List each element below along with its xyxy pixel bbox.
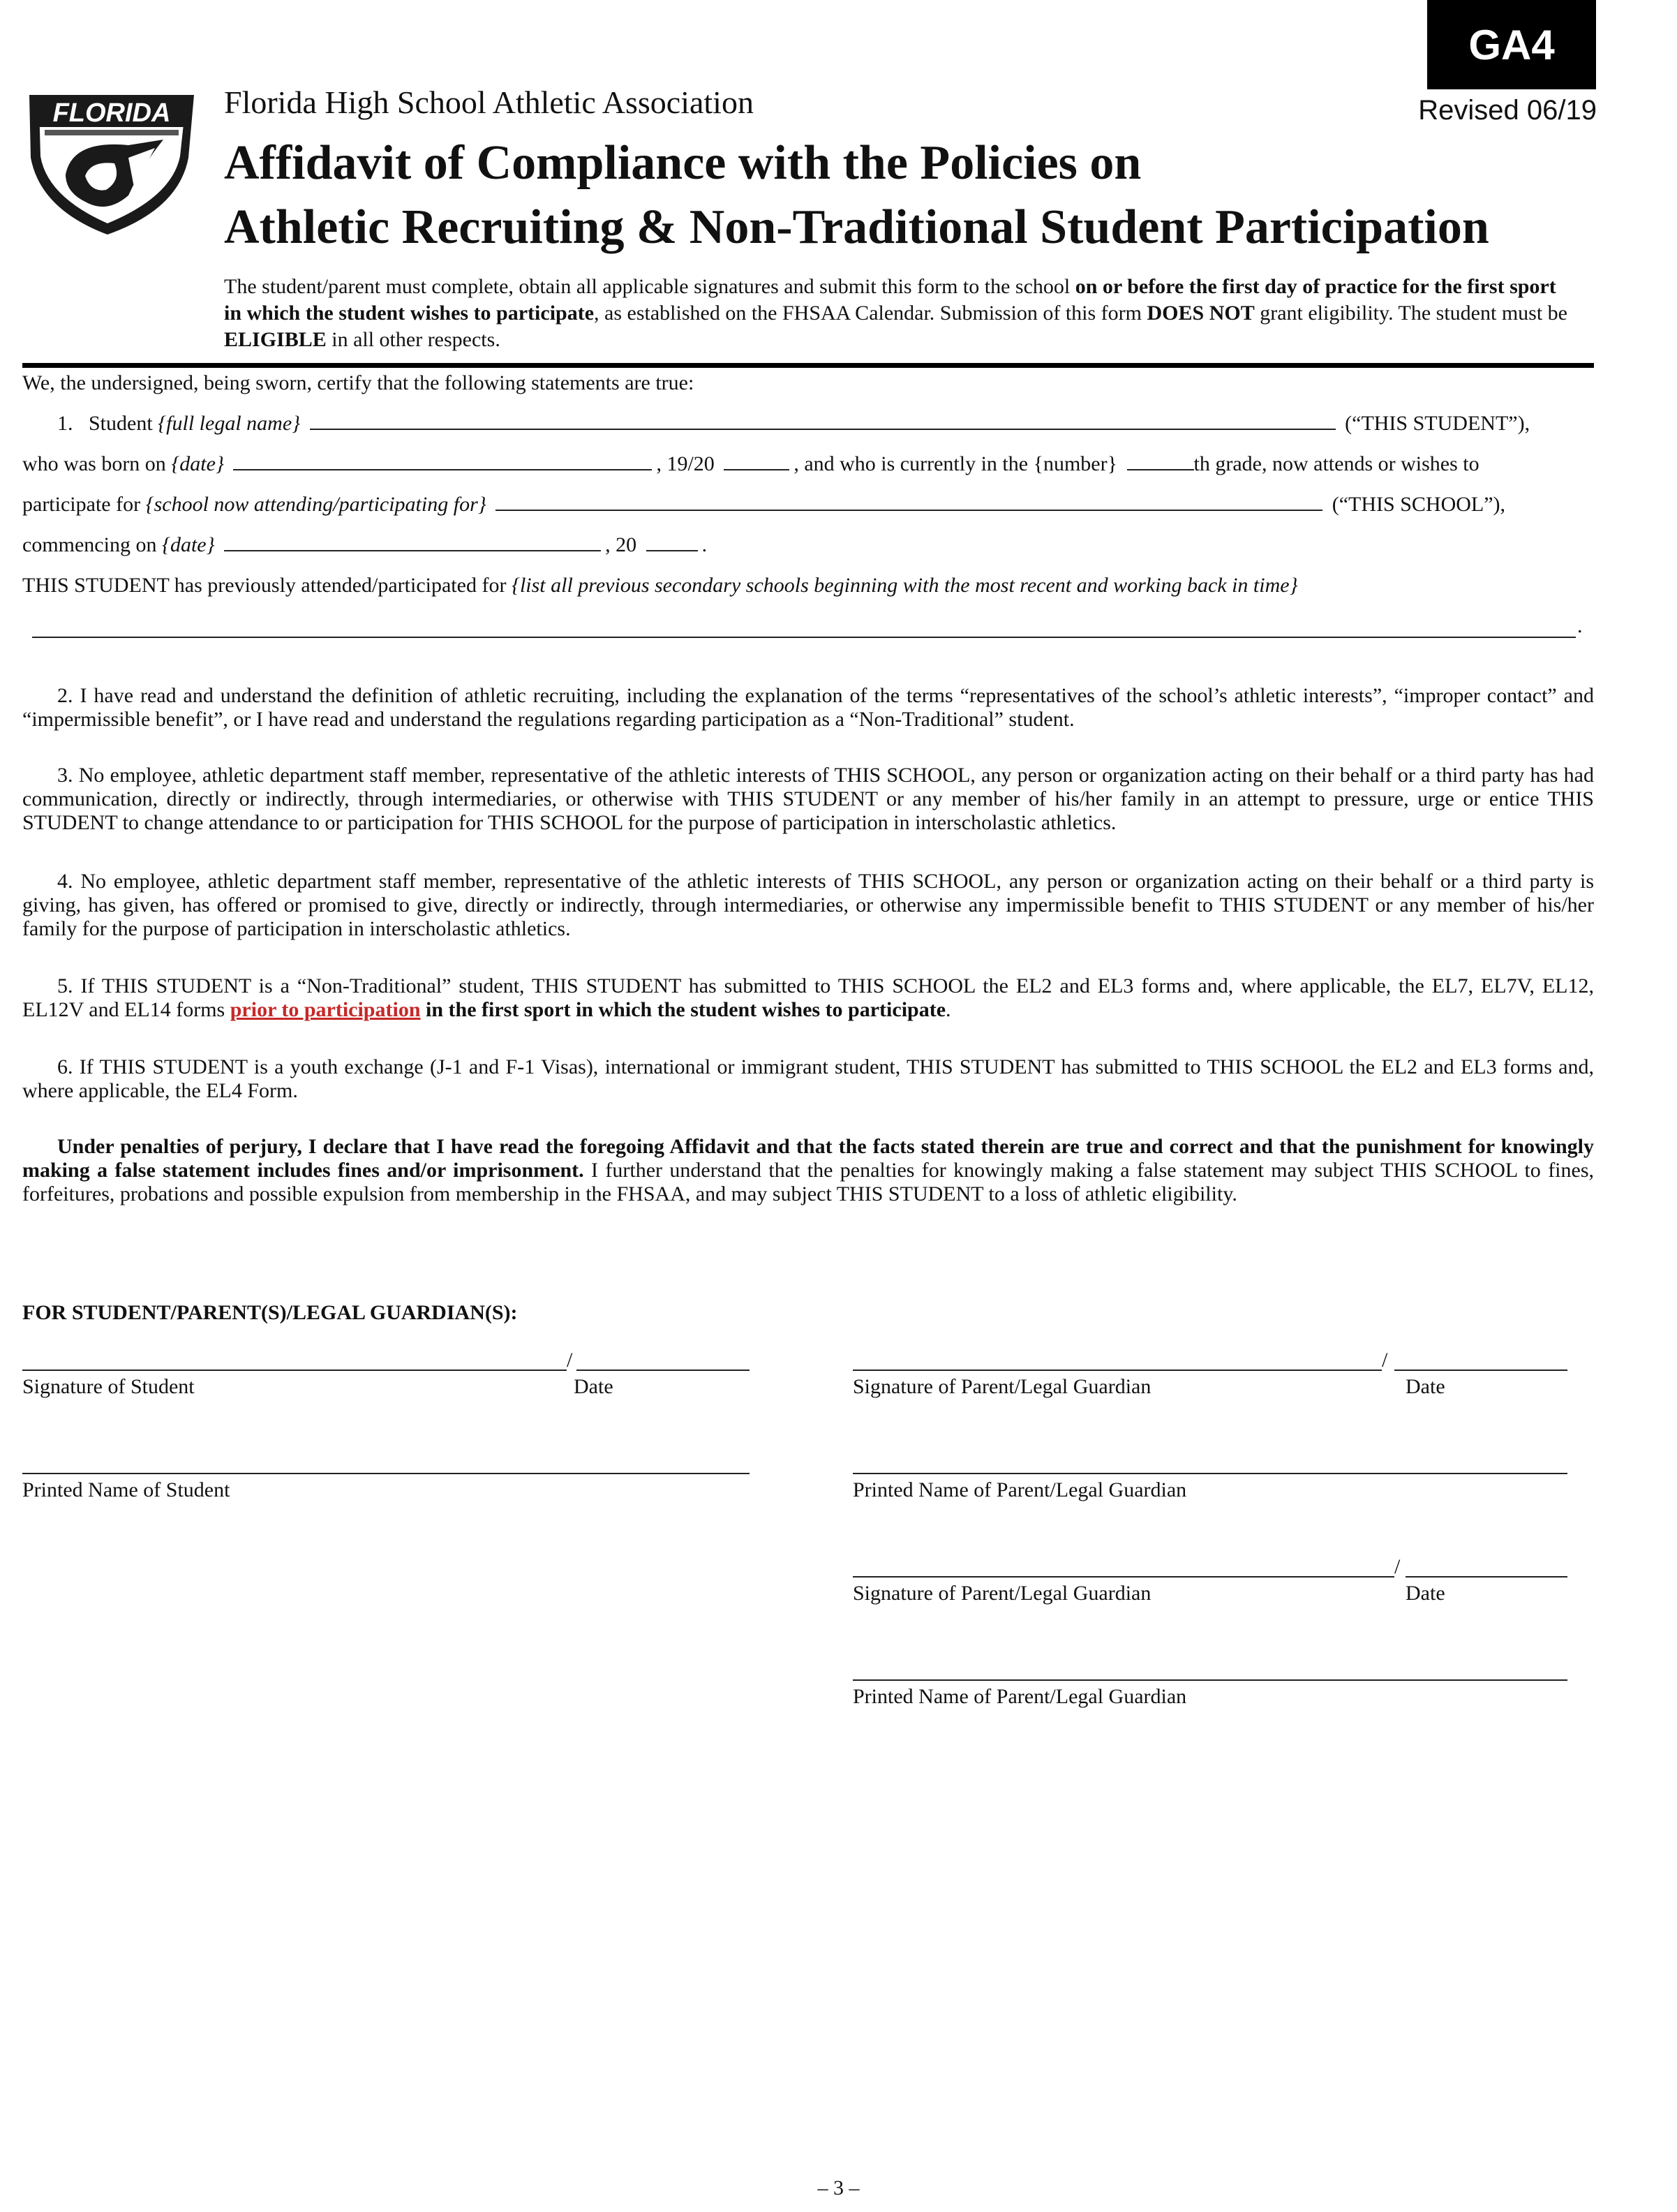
grade-suffix: th grade, now attends or wishes to bbox=[1193, 452, 1480, 475]
parent1-date-label: Date bbox=[1406, 1375, 1445, 1398]
intro-bold-1: on or before the first day of practice for the first sport in which the student wishes to participate bbox=[224, 275, 1556, 325]
header-divider bbox=[22, 363, 1594, 368]
perjury-bold: Under penalties of perjury, I declare that I have read the foregoing Affidavit and that the facts stated therein are true and correct and that the punishment for knowingly making a false statement includes fines and/or imprisonment. bbox=[22, 1135, 1594, 1182]
commencing-year-label: , 20 bbox=[605, 533, 637, 556]
item1-student-line bbox=[57, 412, 1530, 436]
previous-label: THIS STUDENT has previously attended/participated for bbox=[22, 574, 507, 597]
commencing-year-field[interactable] bbox=[646, 549, 698, 551]
printed-name-student-field[interactable] bbox=[22, 1473, 750, 1474]
perjury-paragraph bbox=[22, 1135, 1594, 1206]
grade-field[interactable] bbox=[1127, 468, 1194, 470]
printed-name-parent2-label: Printed Name of Parent/Legal Guardian bbox=[853, 1685, 1187, 1708]
school-field[interactable] bbox=[495, 509, 1322, 511]
intro-bold-2: DOES NOT bbox=[1147, 302, 1255, 325]
student-date-label: Date bbox=[574, 1375, 613, 1398]
birth-date-hint: {date} bbox=[171, 452, 224, 475]
form-title-line-2: Athletic Recruiting & Non-Traditional Student Participation bbox=[224, 200, 1489, 254]
born-label: who was born on bbox=[22, 452, 166, 475]
intro-text-2: , as established on the FHSAA Calendar. Submission of this form bbox=[594, 302, 1147, 325]
parent1-date-slash: / bbox=[1382, 1349, 1388, 1372]
parent2-date-slash: / bbox=[1394, 1555, 1401, 1578]
school-hint: {school now attending/participating for} bbox=[145, 493, 486, 516]
item1-previous-line bbox=[22, 574, 1298, 597]
item2-text: 2. I have read and understand the definition of athletic recruiting, including the explanation of the terms “representatives of the school’s athletic interests”, “improper contact” and “impermissible benefit”, or I have read and understand the regulations regarding participation as a “Non-Traditional” student. bbox=[22, 684, 1594, 731]
revised-date: Revised 06/19 bbox=[1418, 95, 1597, 126]
student-name-hint: {full legal name} bbox=[158, 412, 301, 435]
birth-year-label: , 19/20 bbox=[656, 452, 715, 475]
sworn-statement: We, the undersigned, being sworn, certify that the following statements are true: bbox=[22, 371, 694, 394]
item6-text: 6. If THIS STUDENT is a youth exchange (J-1 and F-1 Visas), international or immigrant student, THIS STUDENT has submitted to THIS SCHOOL the EL2 and EL3 forms and, where applicable, the EL4 Form. bbox=[22, 1055, 1594, 1102]
parent2-date-label: Date bbox=[1406, 1582, 1445, 1605]
commencing-period: . bbox=[701, 533, 708, 556]
parent2-date-field[interactable] bbox=[1406, 1576, 1567, 1578]
signatures-heading: FOR STUDENT/PARENT(S)/LEGAL GUARDIAN(S): bbox=[22, 1301, 518, 1324]
prior-to-participation-emphasis: prior to participation bbox=[230, 998, 421, 1021]
intro-bold-3: ELIGIBLE bbox=[224, 328, 327, 351]
printed-name-parent1-field[interactable] bbox=[853, 1473, 1567, 1474]
parent2-signature-field[interactable] bbox=[853, 1576, 1394, 1578]
form-title-line-1: Affidavit of Compliance with the Policies on bbox=[224, 136, 1142, 190]
student-date-slash: / bbox=[567, 1349, 573, 1372]
previous-schools-field[interactable] bbox=[32, 637, 1576, 638]
item1-school-line bbox=[22, 493, 1505, 517]
item1-commencing-line bbox=[22, 533, 707, 557]
this-student-label: (“THIS STUDENT”), bbox=[1345, 412, 1530, 435]
signature-of-student-label: Signature of Student bbox=[22, 1375, 195, 1398]
student-label: Student bbox=[89, 412, 153, 435]
intro-text-3: grant eligibility. The student must be bbox=[1254, 302, 1567, 325]
perjury-text: I further understand that the penalties for knowingly making a false statement may subject THIS SCHOOL to fines, forfeitures, probations and possible expulsion from membership in the FHSAA, and may subject THIS STUDENT to a loss of athletic eligibility. bbox=[22, 1159, 1595, 1205]
previous-schools-period: . bbox=[1577, 614, 1583, 637]
printed-name-student-label: Printed Name of Student bbox=[22, 1478, 230, 1501]
logo-text: FLORIDA bbox=[52, 98, 171, 128]
item4-text: 4. No employee, athletic department staff member, representative of the athletic interests of THIS SCHOOL, any person or organization acting on their behalf or a third party is giving, has given, has offered or promised to give, directly or indirectly, through intermediaries, or otherwise any impermissible benefit to THIS STUDENT or any member of his/her family for the purpose of participation in interscholastic athletics. bbox=[22, 870, 1594, 940]
page-number: – 3 – bbox=[817, 2176, 860, 2199]
commencing-date-field[interactable] bbox=[224, 549, 601, 551]
item1-number: 1. bbox=[57, 412, 73, 435]
item5-bold: in the first sport in which the student wishes to participate bbox=[420, 998, 946, 1021]
printed-name-parent1-label: Printed Name of Parent/Legal Guardian bbox=[853, 1478, 1187, 1501]
association-name: Florida High School Athletic Association bbox=[224, 84, 754, 120]
previous-schools-hint: {list all previous secondary schools beginning with the most recent and working back in time} bbox=[511, 574, 1298, 597]
item3-text: 3. No employee, athletic department staff member, representative of the athletic interests of THIS SCHOOL, any person or organization acting on their behalf or a third party has had communication, directly or indirectly, through intermediaries, or otherwise with THIS STUDENT or any member of his/her family in an attempt to pressure, urge or entice THIS STUDENT to change attendance to or participation for THIS SCHOOL for the purpose of participation in interscholastic athletics. bbox=[22, 764, 1594, 834]
intro-text-4: in all other respects. bbox=[326, 328, 500, 351]
parent1-signature-field[interactable] bbox=[853, 1369, 1382, 1371]
signature-of-parent2-label: Signature of Parent/Legal Guardian bbox=[853, 1582, 1151, 1605]
student-name-field[interactable] bbox=[310, 428, 1336, 430]
fhsaa-logo bbox=[24, 91, 200, 236]
birth-date-field[interactable] bbox=[233, 468, 652, 470]
intro-instructions bbox=[224, 274, 1578, 353]
commencing-label: commencing on bbox=[22, 533, 157, 556]
this-school-label: (“THIS SCHOOL”), bbox=[1332, 493, 1506, 516]
form-title bbox=[224, 131, 1489, 260]
printed-name-parent2-field[interactable] bbox=[853, 1679, 1567, 1681]
grade-label: , and who is currently in the {number} bbox=[793, 452, 1118, 475]
item2-paragraph bbox=[22, 684, 1594, 732]
parent1-date-field[interactable] bbox=[1394, 1369, 1567, 1371]
form-code-badge: GA4 bbox=[1427, 0, 1596, 89]
birth-year-field[interactable] bbox=[724, 468, 789, 470]
commencing-date-hint: {date} bbox=[161, 533, 215, 556]
student-signature-field[interactable] bbox=[22, 1369, 567, 1371]
item5-end: . bbox=[946, 998, 951, 1021]
student-date-field[interactable] bbox=[576, 1369, 750, 1371]
signature-of-parent1-label: Signature of Parent/Legal Guardian bbox=[853, 1375, 1151, 1398]
intro-text-1: The student/parent must complete, obtain all applicable signatures and submit this form to the school bbox=[224, 275, 1075, 298]
item1-birth-line bbox=[22, 452, 1480, 476]
item4-paragraph bbox=[22, 870, 1594, 941]
item3-paragraph bbox=[22, 764, 1594, 835]
item6-paragraph bbox=[22, 1055, 1594, 1103]
item5-paragraph bbox=[22, 974, 1594, 1022]
participate-label: participate for bbox=[22, 493, 141, 516]
item5-text: 5. If THIS STUDENT is a “Non-Traditional” student, THIS STUDENT has submitted to THIS SCHOOL the EL2 and EL3 forms and, where applicable, the EL7, EL7V, EL12, EL12V and EL14 forms bbox=[22, 974, 1594, 1021]
